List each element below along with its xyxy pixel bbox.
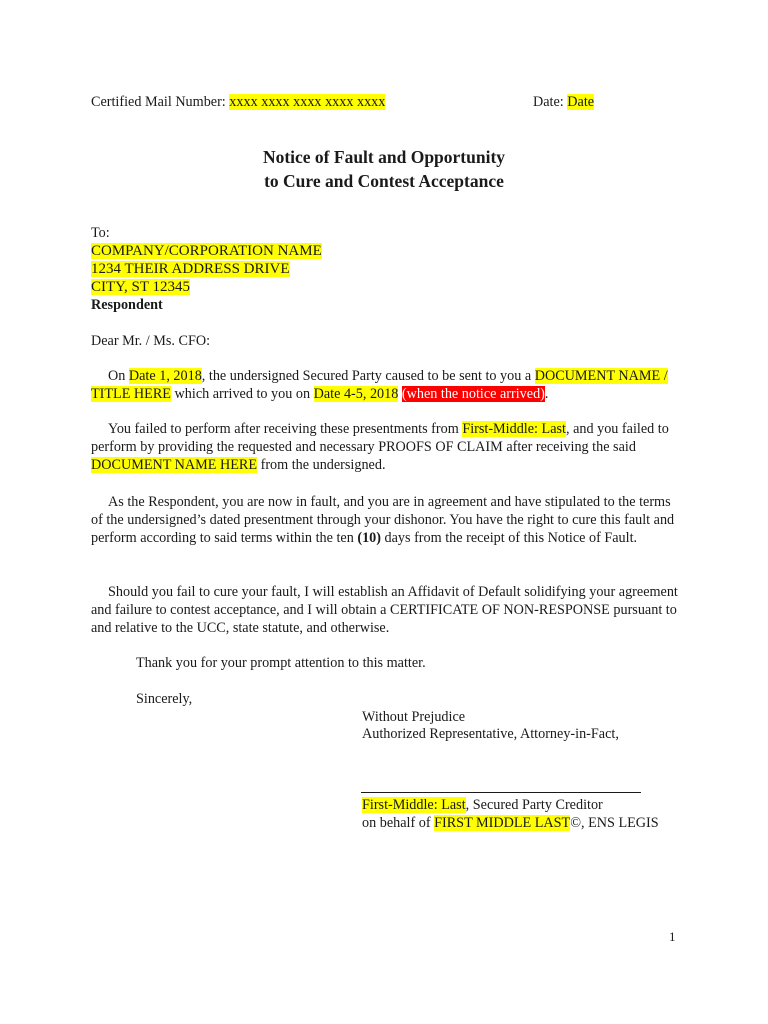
without-prejudice-line: Without Prejudice <box>362 709 466 725</box>
p3-text-1: As the Respondent, you are now in fault, and you are in agreement and have stipulated to the terms of the undersigned’s dated presentment through your dishonor. You have the right to cure this fault and perform according to said terms within the ten <box>91 494 675 546</box>
p3-text-2: days from the receipt of this Notice of Fault. <box>380 530 638 546</box>
paragraph-3 <box>91 493 681 547</box>
p2-text-1: You failed to perform after receiving these presentments from <box>108 421 463 437</box>
date-label: Date: <box>533 94 564 110</box>
p2-text-3: from the undersigned. <box>257 457 386 473</box>
signer-name: First-Middle: Last <box>362 797 466 813</box>
company-address: 1234 THEIR ADDRESS DRIVE <box>91 261 290 277</box>
p1-date-1: Date 1, 2018 <box>128 368 202 384</box>
behalf-suffix: ©, ENS LEGIS <box>570 815 659 831</box>
salutation: Dear Mr. / Ms. CFO: <box>91 333 211 349</box>
page-number: 1 <box>669 929 676 944</box>
signer-title: , Secured Party Creditor <box>465 797 603 813</box>
p1-text-2: , the undersigned Secured Party caused to be sent to you a <box>201 368 535 384</box>
behalf-label: on behalf of <box>362 815 435 831</box>
authorized-rep-line: Authorized Representative, Attorney-in-Fact, <box>362 726 619 742</box>
thank-you-line: Thank you for your prompt attention to this matter. <box>136 655 426 671</box>
on-behalf-line <box>362 814 659 832</box>
paragraph-2 <box>91 420 681 474</box>
p1-date-2: Date 4-5, 2018 <box>313 386 399 402</box>
p1-text-3: which arrived to you on <box>170 386 314 402</box>
date-value: Date <box>567 94 595 110</box>
p3-days-count: (10) <box>357 530 381 546</box>
p2-document-name: DOCUMENT NAME HERE <box>91 457 258 473</box>
signature-line <box>361 792 641 793</box>
date-line <box>533 93 594 111</box>
paragraph-1 <box>91 367 681 403</box>
p2-presenter-name: First-Middle: Last <box>462 421 566 437</box>
p1-text-1: On <box>108 368 129 384</box>
company-name: COMPANY/CORPORATION NAME <box>91 243 322 259</box>
title-line-1: Notice of Fault and Opportunity <box>262 147 506 167</box>
certified-mail-line <box>91 93 385 111</box>
certified-mail-label: Certified Mail Number: <box>91 94 226 110</box>
p1-text-5: . <box>544 386 549 402</box>
p1-document-name: DOCUMENT NAME / TITLE HERE <box>91 368 668 402</box>
document-title <box>0 145 768 193</box>
to-label: To: <box>91 225 110 241</box>
respondent-label: Respondent <box>91 297 163 313</box>
behalf-name: FIRST MIDDLE LAST <box>434 815 571 831</box>
p1-arrival-note: (when the notice arrived) <box>401 386 545 402</box>
signer-line <box>362 796 603 814</box>
recipient-block <box>91 224 322 314</box>
title-line-2: to Cure and Contest Acceptance <box>264 171 504 191</box>
certified-mail-number: xxxx xxxx xxxx xxxx xxxx <box>229 94 386 110</box>
paragraph-4: Should you fail to cure your fault, I will establish an Affidavit of Default solidifying your agreement and failure to contest acceptance, and I will obtain a CERTIFICATE OF NON-RESPONSE pursuant to and relative to the UCC, state statute, and otherwise. <box>91 584 678 636</box>
p2-text-2: , and you failed to perform by providing the requested and necessary PROOFS OF CLAIM after receiving the said <box>91 421 669 455</box>
sincerely-line: Sincerely, <box>136 691 193 707</box>
company-city: CITY, ST 12345 <box>91 279 191 295</box>
